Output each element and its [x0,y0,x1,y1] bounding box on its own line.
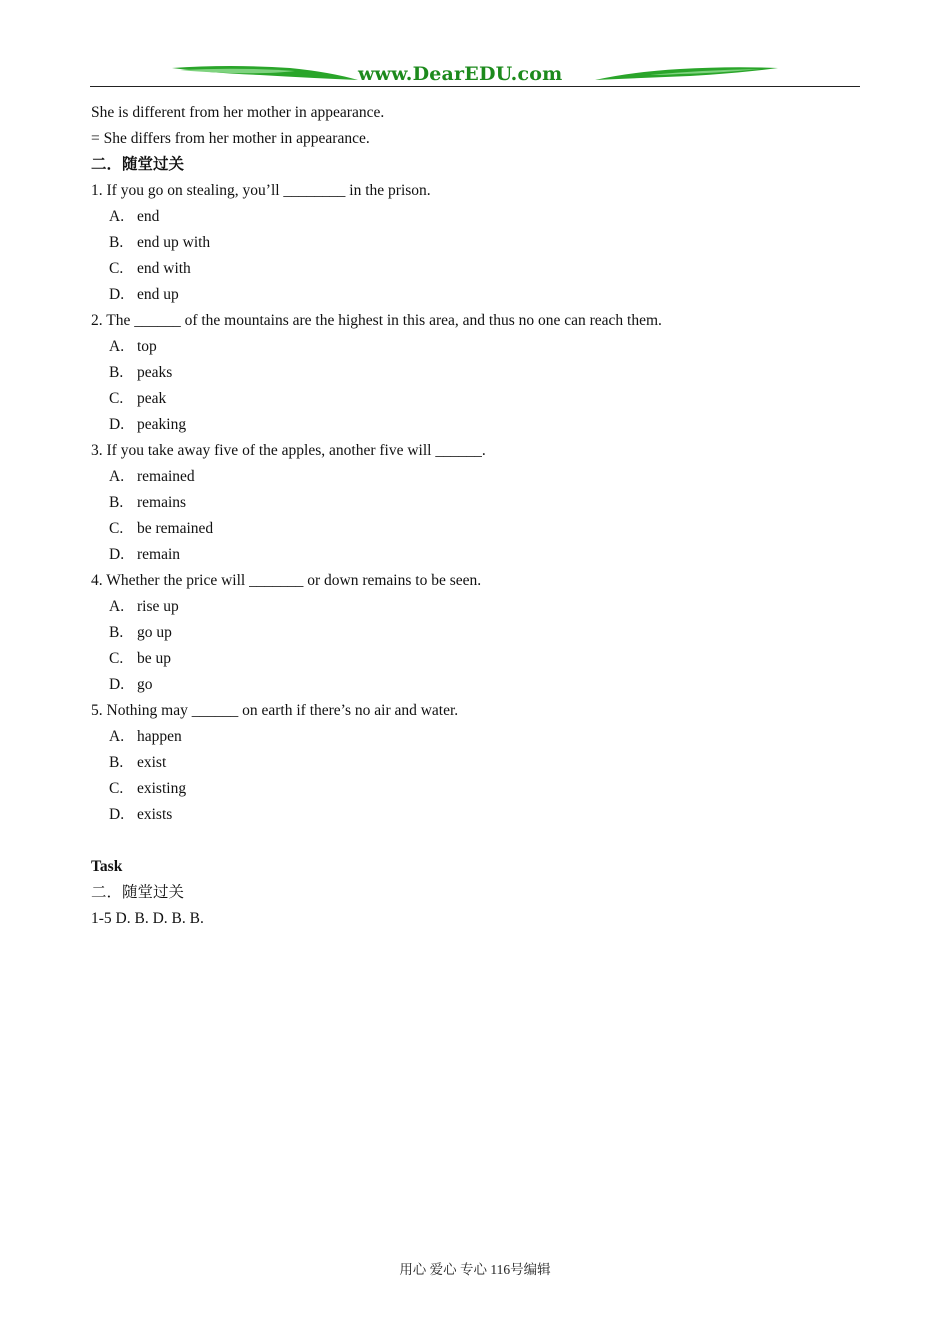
answer-option [91,230,861,256]
option-letter: B. [109,364,124,381]
answer-option [91,490,861,516]
header-rule [90,86,860,87]
answer-option [91,750,861,776]
option-text: remain [137,546,181,563]
intro-sentence: She is different from her mother in appearance. [91,104,385,121]
option-text: exist [137,754,167,771]
answers-title: Task [91,858,123,875]
question-stem: 3. If you take away five of the apples, another five will ______. [91,442,486,459]
option-text: end [137,208,160,225]
option-letter: A. [109,338,125,355]
answer-option [91,776,861,802]
answer-option [91,412,861,438]
option-text: go [137,676,153,693]
option-letter: C. [109,260,124,277]
option-text: top [137,338,157,355]
question-block [91,308,861,438]
option-letter: B. [109,234,124,251]
answer-option [91,334,861,360]
question-stem: 5. Nothing may ______ on earth if there’s no air and water. [91,702,459,719]
answer-option [91,620,861,646]
option-text: exists [137,806,173,823]
option-letter: A. [109,598,125,615]
option-letter: B. [109,494,124,511]
answer-option [91,516,861,542]
option-text: end up with [137,234,211,251]
question-block [91,438,861,568]
answer-option [91,204,861,230]
answer-option [91,646,861,672]
option-text: end up [137,286,179,303]
spacer [91,828,861,854]
option-text: peaking [137,416,187,433]
answer-option [91,594,861,620]
option-text: happen [137,728,182,745]
answers-subheading: 二．随堂过关 [91,884,185,901]
answer-option [91,542,861,568]
option-letter: D. [109,676,125,693]
question-stem: 1. If you go on stealing, you’ll ________ in the prison. [91,182,431,199]
option-text: end with [137,260,191,277]
question-block [91,178,861,308]
option-letter: A. [109,468,125,485]
option-letter: A. [109,208,125,225]
question-block [91,568,861,698]
option-text: go up [137,624,172,641]
question-stem: 2. The ______ of the mountains are the highest in this area, and thus no one can reach them. [91,312,662,329]
option-text: peak [137,390,167,407]
page-header [90,62,860,90]
answer-option [91,256,861,282]
option-letter: C. [109,520,124,537]
site-logo-text: www.DearEDU.com [358,63,563,85]
option-letter: B. [109,624,124,641]
option-letter: D. [109,806,125,823]
option-letter: C. [109,390,124,407]
option-text: remains [137,494,187,511]
option-text: peaks [137,364,173,381]
question-stem: 4. Whether the price will _______ or down remains to be seen. [91,572,482,589]
intro-sentence: = She differs from her mother in appearance. [91,130,370,147]
option-letter: A. [109,728,125,745]
answer-key: 1-5 D. B. D. B. B. [91,910,204,927]
option-text: rise up [137,598,179,615]
option-text: remained [137,468,195,485]
option-letter: D. [109,416,125,433]
option-letter: C. [109,780,124,797]
page-footer: 用心 爱心 专心 116号编辑 [399,1262,551,1277]
answer-option [91,386,861,412]
answer-option [91,672,861,698]
option-text: be up [137,650,172,667]
option-text: be remained [137,520,214,537]
option-letter: B. [109,754,124,771]
answer-option [91,282,861,308]
answer-option [91,724,861,750]
option-text: existing [137,780,187,797]
answer-option [91,360,861,386]
option-letter: D. [109,546,125,563]
option-letter: D. [109,286,125,303]
question-block [91,698,861,828]
answer-option [91,802,861,828]
document-body [91,100,861,932]
option-letter: C. [109,650,124,667]
section-heading: 二．随堂过关 [91,156,185,173]
answer-option [91,464,861,490]
